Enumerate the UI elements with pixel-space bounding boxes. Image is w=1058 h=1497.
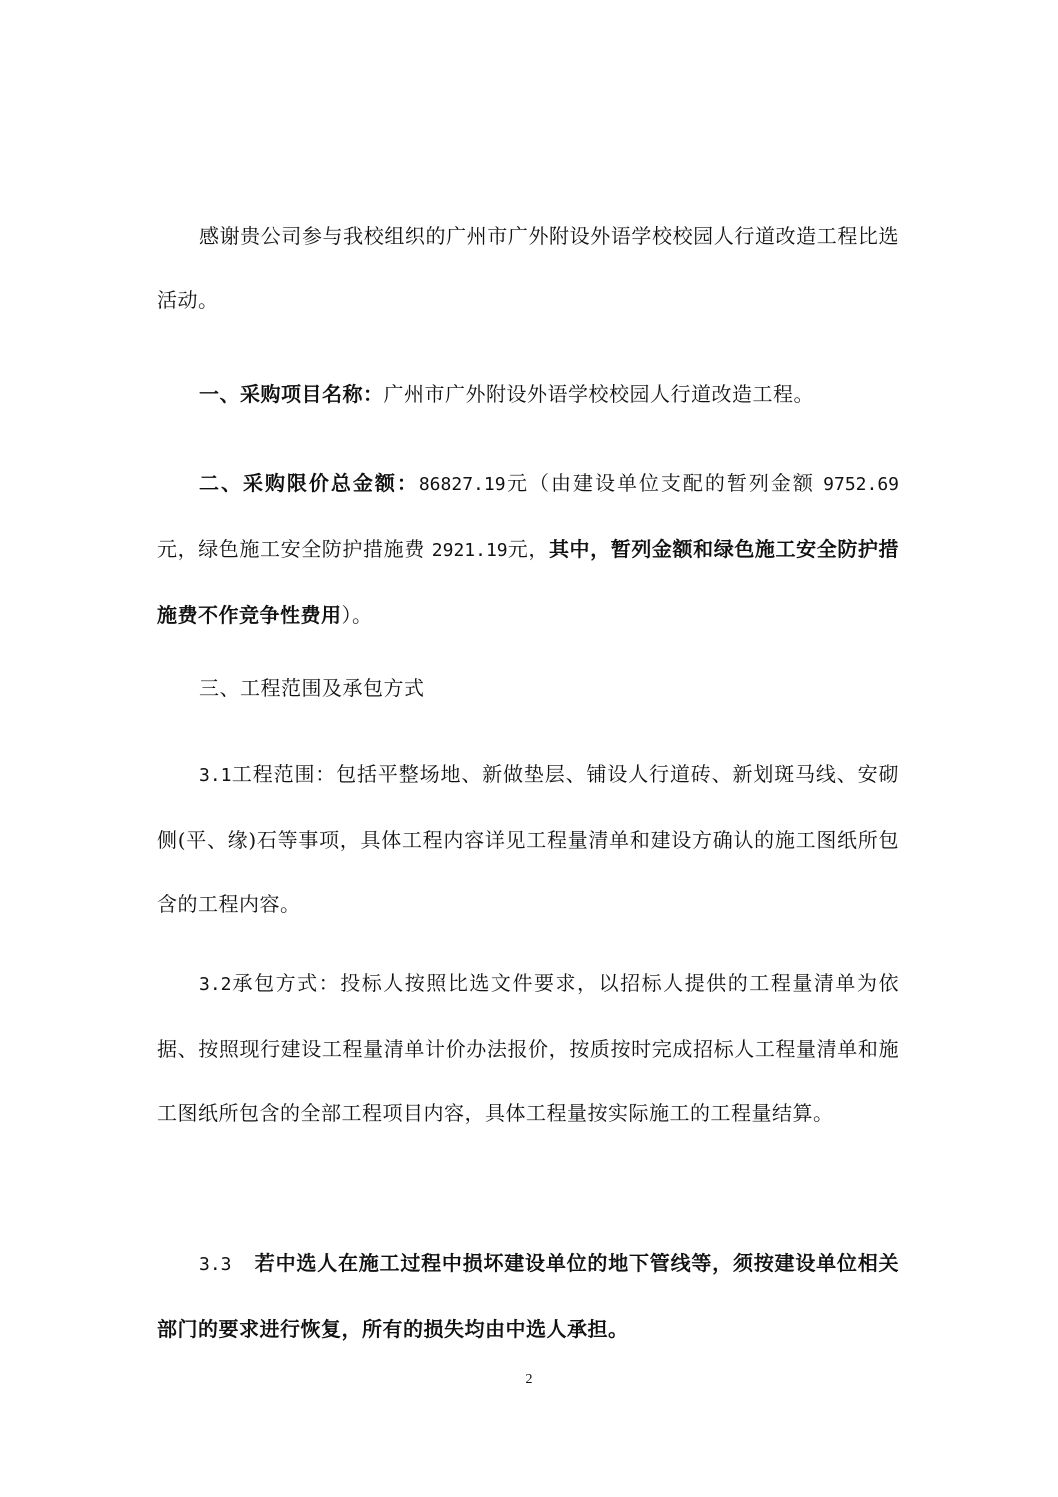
intro-text: 感谢贵公司参与我校组织的广州市广外附设外语学校校园人行道改造工程比选活动。 — [157, 224, 899, 312]
contract-text: 承包方式：投标人按照比选文件要求，以招标人提供的工程量清单为依据、按照现行建设工程量清单计价办法报价，按质按时完成招标人工程量清单和施工图纸所包含的全部工程项目内容，具体工程量按实际施工的工程量结算。 — [157, 971, 899, 1125]
paragraph-price-limit — [157, 451, 899, 647]
paragraph-damage-liability — [157, 1231, 899, 1361]
liability-text: 若中选人在施工过程中损坏建设单位的地下管线等，须按建设单位相关部门的要求进行恢复，所有的损失均由中选人承担。 — [157, 1251, 900, 1341]
project-name-label: 一、采购项目名称： — [199, 382, 384, 406]
scope-number: 3.1 — [199, 765, 232, 786]
price-limit-text-2: 元，绿色施工安全防护措施费 — [157, 537, 425, 561]
paragraph-project-name — [157, 362, 899, 426]
price-limit-text-1: 元（由建设单位支配的暂列金额 — [505, 471, 815, 495]
scope-heading: 三、工程范围及承包方式 — [199, 676, 425, 700]
page-number: 2 — [525, 1372, 533, 1387]
provisional-amount: 9752.69 — [823, 474, 900, 495]
price-limit-bold-note: 其中，暂列金额和绿色施工安全防护措施费不作竞争性费用 — [157, 537, 900, 627]
liability-number: 3.3 — [199, 1254, 232, 1275]
paragraph-contract-method — [157, 951, 899, 1145]
project-name-value: 广州市广外附设外语学校校园人行道改造工程。 — [383, 382, 814, 406]
paragraph-scope — [157, 742, 899, 936]
paragraph-scope-heading — [157, 656, 899, 720]
paragraph-intro — [157, 204, 899, 332]
scope-text: 工程范围：包括平整场地、新做垫层、铺设人行道砖、新划斑马线、安砌侧(平、缘)石等事项，具体工程内容详见工程量清单和建设方确认的施工图纸所包含的工程内容。 — [157, 762, 899, 916]
price-limit-end: ）。 — [341, 603, 373, 627]
price-limit-text-3: 元， — [507, 537, 549, 561]
contract-number: 3.2 — [199, 974, 232, 995]
price-limit-amount: 86827.19 — [418, 474, 506, 495]
safety-fee-amount: 2921.19 — [431, 540, 508, 561]
price-limit-label: 二、采购限价总金额： — [199, 471, 419, 495]
